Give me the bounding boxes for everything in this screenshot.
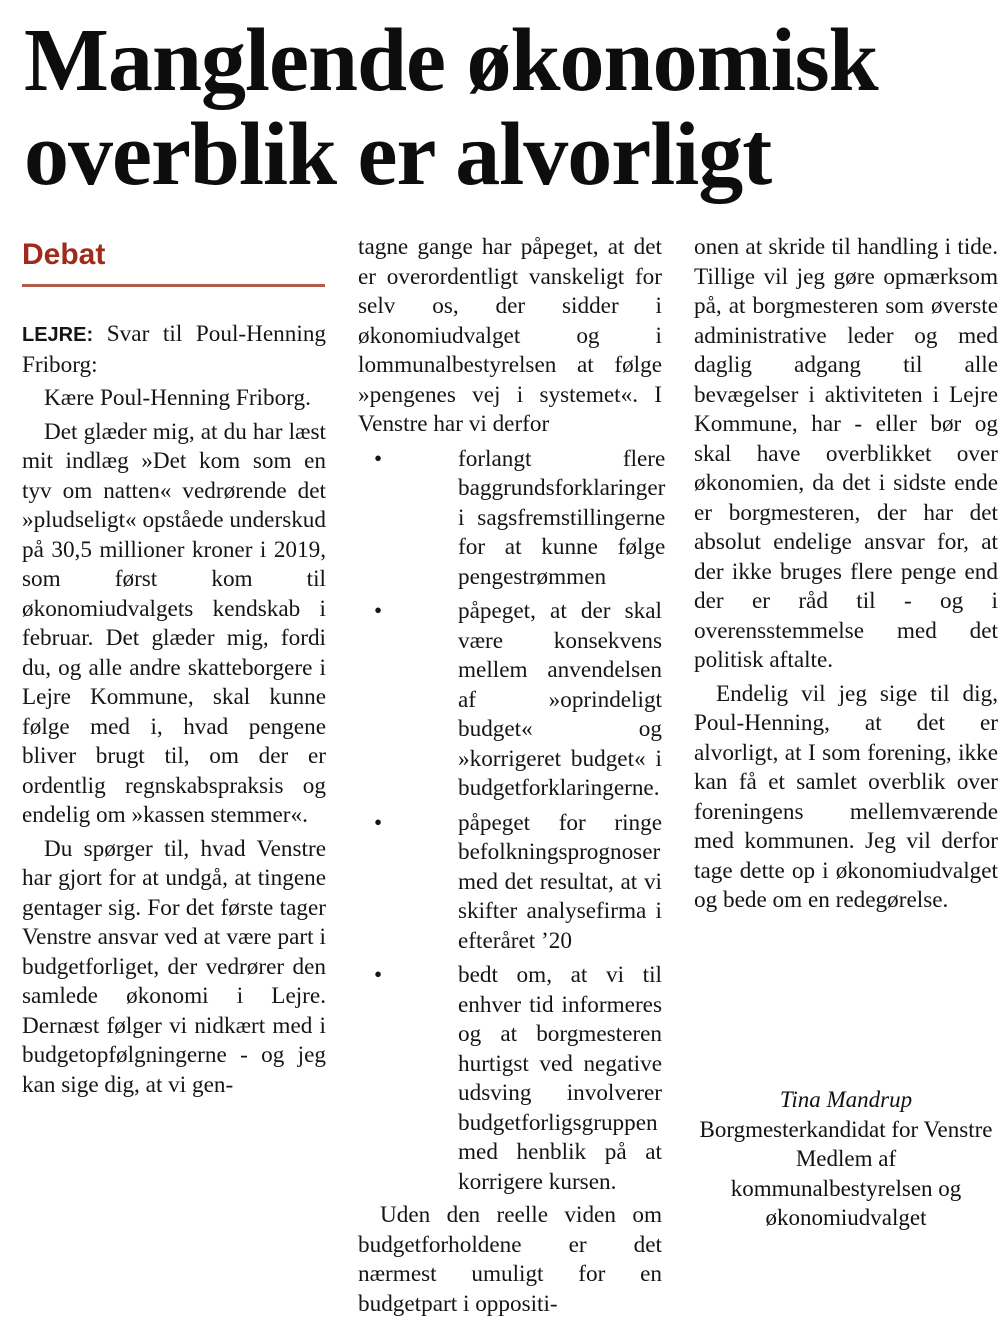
- bullet-item: [358, 597, 662, 804]
- body-paragraph: Det glæder mig, at du har læst mit indlæg »Det kom som en tyv om natten« vedrørende det »pludseligt« opståede underskud på 30,5 millioner kroner i 2019, som først kom til økonomiudvalgets kendskab i februar. Det glæder mig, fordi du, og alle andre skatteborgere i Lejre Kommune, skal kunne følge med i, hvad pengene bliver brugt til, om der er ordentlig regnskabspraksis og endelig om »kassen stemmer«.: [22, 418, 326, 828]
- bullet-dot: •: [374, 809, 383, 836]
- opening-text: Svar til Poul-Henning Friborg:: [22, 321, 327, 378]
- body-paragraph: onen at skride til handling i tide. Tillige vil jeg gøre opmærksom på, at borgmesteren som øverste administrative leder og med daglig adgang til alle bevægelser i aktiviteten i Lejre Kommune, har - eller bør og skal have overblikket over økonomien, da det i sidste ende er borgmesteren, der har det absolut endelige ansvar for, at der ikke bruges flere penge end der er råd til - og i overensstemmelse med det politisk aftalte.: [694, 234, 998, 673]
- bullet-text: påpeget for ringe befolkningsprognoser med det resultat, at vi skifter analysefirma i efteråret ’20: [458, 809, 662, 954]
- body-paragraph: tagne gange har påpeget, at det er overordentligt vanskeligt for selv os, der sidder i økonomiudvalget og i lommunalbestyrelsen at følge »pengenes vej i systemet«. I Venstre har vi derfor: [358, 234, 662, 437]
- signature-block: [694, 1085, 998, 1233]
- dateline: LEJRE:: [22, 324, 94, 346]
- bullet-text: bedt om, at vi til enhver tid informeres og at borgmesteren hurtigst ved negative udsving involverer budgetforligsgruppen med henblik på at korrigere kursen.: [458, 962, 662, 1195]
- article-column-1: [22, 320, 326, 1100]
- author-affiliation: Medlem af kommunalbestyrelsen og økonomiudvalget: [730, 1146, 962, 1230]
- article-column-2: [358, 233, 666, 1319]
- body-paragraph: Uden den reelle viden om budgetforholdene er det nærmest umuligt for en budgetpart i oppositi-: [358, 1202, 662, 1317]
- bullet-item: [358, 961, 662, 1197]
- section-divider: [22, 284, 325, 287]
- opening-paragraph: [22, 320, 326, 380]
- bullet-dot: •: [374, 962, 383, 988]
- article-headline: [24, 11, 984, 204]
- bullet-text: forlangt flere baggrundsforklaringer i sagsfremstillingerne for at kunne følge pengestrømmen: [458, 445, 666, 590]
- bullet-item: [358, 445, 666, 593]
- bullet-text: påpeget, at der skal være konsekvens mellem anvendelsen af »oprindeligt budget« og »korrigeret budget« i budgetforklaringerne.: [458, 598, 662, 801]
- article-column-3: [694, 233, 998, 916]
- salutation: Kære Poul-Henning Friborg.: [44, 385, 311, 411]
- author-name: Tina Mandrup: [779, 1087, 913, 1112]
- bullet-item: [358, 809, 662, 957]
- headline-line-1: Manglende økonomisk: [24, 11, 878, 110]
- body-paragraph: Endelig vil jeg sige til dig, Poul-Henning, at det er alvorligt, at I som forening, ikke kan få et samlet overblik over foreningens mellemværende med kommunen. Jeg vil derfor tage dette op i økonomiudvalget og bede om en redegørelse.: [694, 680, 998, 913]
- headline-line-2: overblik er alvorligt: [24, 105, 772, 204]
- author-title: Borgmesterkandidat for Venstre: [699, 1116, 993, 1142]
- bullet-dot: •: [374, 445, 383, 472]
- body-paragraph: Du spørger til, hvad Venstre har gjort for at undgå, at tingene gentager sig. For det første tager Venstre ansvar ved at være part i budgetforliget, der vedrører den samlede økonomi i Lejre. Dernæst følger vi nidkært med i budgetopfølgningerne - og jeg kan sige dig, at vi gen-: [22, 835, 326, 1098]
- bullet-dot: •: [374, 598, 383, 624]
- section-label: Debat: [22, 238, 106, 271]
